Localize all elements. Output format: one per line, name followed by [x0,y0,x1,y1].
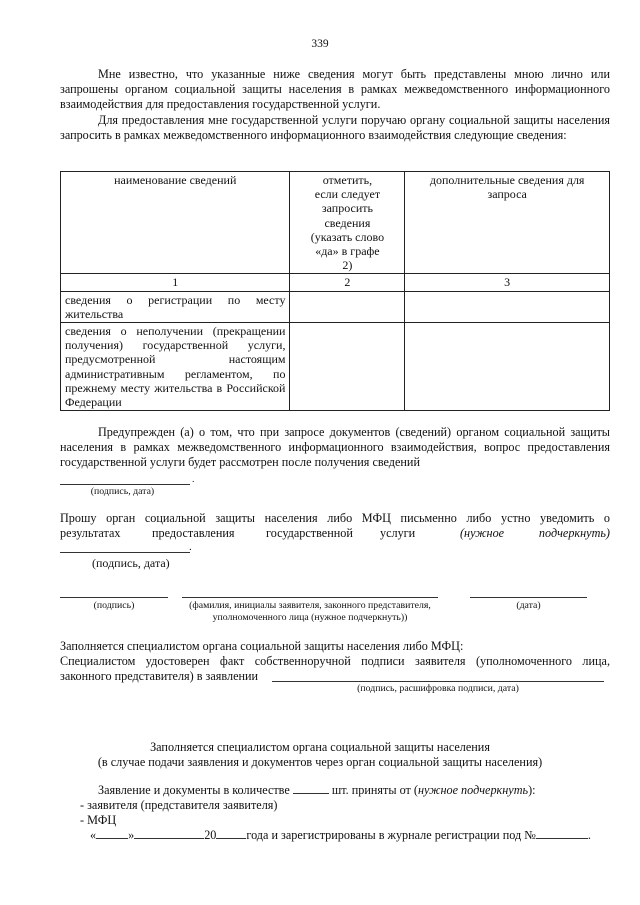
option-applicant[interactable]: - заявителя (представителя заявителя) [80,798,278,812]
registration-line: « » 20 года и зарегистрированы в журнале регистрации под № . [90,828,591,842]
page-number: 339 [311,38,329,50]
table-cell-input[interactable] [405,323,610,411]
specialist-signature-line[interactable] [272,681,604,682]
column-number: 3 [405,274,610,291]
day-field[interactable] [96,828,128,839]
table-row [61,323,610,411]
specialist-caption: (подпись, расшифровка подписи, дата) [357,683,519,694]
specialist-line-2: Специалистом удостоверен факт собственноручной подписи заявителя (уполномоченного лица, [60,654,610,668]
table-header-row [61,172,610,274]
table-cell: сведения о неполучении (прекращении получения) государственной услуги, предусмотренной настоящим административным регламентом, по прежнему месту жительства в Российской Федерации [61,323,290,411]
month-field[interactable] [134,828,204,839]
final-subtitle: (в случае подачи заявления и документов через орган социальной защиты населения) [97,755,543,769]
table-number-row [61,274,610,291]
warning-paragraph: Предупрежден (а) о том, что при запросе документов (сведений) органом социальной защиты населения в рамках межведомственного информационного взаимодействия, вопрос предоставления государственной услуги будет рассмотрен после получения сведений [60,425,610,470]
requested-info-table [60,171,610,411]
signature-caption: (подпись, дата) [90,486,155,497]
table-header-cell: отметить, если следует запросить сведения (указать слово «да» в графе 2) [290,172,405,274]
option-mfc[interactable]: - МФЦ [80,813,117,827]
intro-paragraph-1: Мне известно, что указанные ниже сведения могут быть представлены мною лично или запрошены органом социальной защиты населения в рамках межведомственного информационного взаимодействия для предоставления государственной услуги. [60,67,610,112]
notify-line-1: Прошу орган социальной защиты населения либо МФЦ письменно либо устно уведомить о [60,511,610,525]
name-line[interactable] [182,597,438,598]
table-header-cell: наименование сведений [61,172,290,274]
signature-line[interactable] [60,552,190,553]
final-title: Заполняется специалистом органа социальной защиты населения [150,740,490,754]
table-cell-input[interactable] [405,291,610,322]
date-line[interactable] [470,597,587,598]
year-field[interactable] [216,828,246,839]
table-cell-input[interactable] [290,291,405,322]
table-cell-input[interactable] [290,323,405,411]
accept-line: Заявление и документы в количестве шт. приняты от (нужное подчеркнуть): [98,783,536,797]
table-header-cell: дополнительные сведения для запроса [405,172,610,274]
column-number: 1 [61,274,290,291]
registration-number-field[interactable] [536,828,588,839]
name-caption-2: уполномоченного лица (нужное подчеркнуть)) [212,612,408,623]
signature-line[interactable] [60,597,168,598]
count-field[interactable] [293,783,329,794]
date-caption: (дата) [516,600,541,611]
table-row [61,291,610,322]
underline-hint: (нужное подчеркнуть) [460,526,610,540]
signature-caption: (подпись, дата) [92,556,170,570]
signature-line[interactable] [60,484,190,485]
specialist-heading: Заполняется специалистом органа социальной защиты населения либо МФЦ: [60,639,464,653]
table-cell: сведения о регистрации по месту жительства [61,291,290,322]
specialist-line-3: законного представителя) в заявлении [60,669,259,683]
signature-caption: (подпись) [93,600,135,611]
column-number: 2 [290,274,405,291]
intro-paragraph-2: Для предоставления мне государственной услуги поручаю органу социальной защиты населения запросить в рамках межведомственного информационного взаимодействия следующие сведения: [60,113,610,143]
name-caption: (фамилия, инициалы заявителя, законного представителя, [189,600,431,611]
